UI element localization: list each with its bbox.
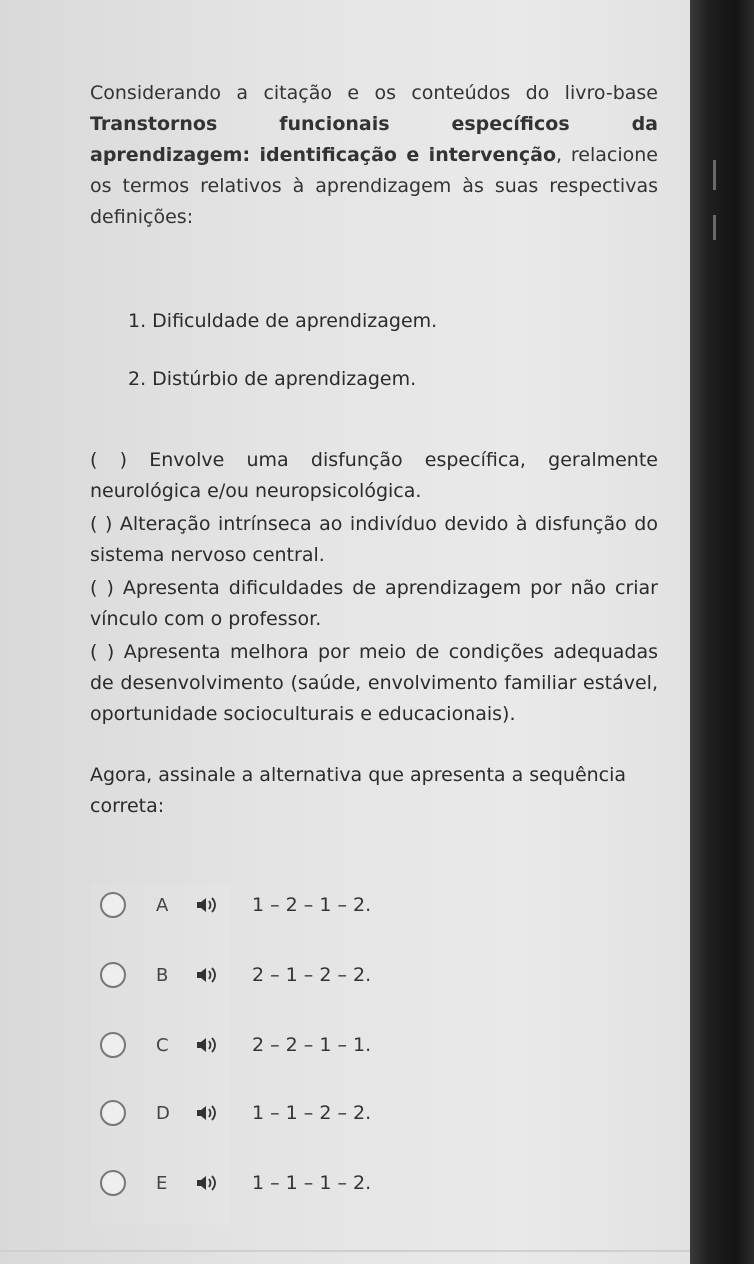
- intro-part1: Considerando a citação e os conteúdos do livro-base: [90, 82, 658, 104]
- statements-list: [90, 445, 658, 730]
- speaker-icon[interactable]: [195, 965, 219, 985]
- question-intro: [90, 78, 658, 233]
- option-d-radio[interactable]: [100, 1100, 126, 1126]
- terms-list: [90, 307, 658, 393]
- option-b-radio[interactable]: [100, 962, 126, 988]
- option-e-radio[interactable]: [100, 1170, 126, 1196]
- option-c[interactable]: [90, 1025, 610, 1065]
- answer-options: [90, 885, 610, 1225]
- option-e-letter: E: [156, 1172, 168, 1194]
- option-d[interactable]: [90, 1093, 610, 1133]
- option-a[interactable]: [90, 885, 610, 925]
- option-a-radio[interactable]: [100, 892, 126, 918]
- term-1: 1. Dificuldade de aprendizagem.: [128, 310, 438, 332]
- statement-1: ( ) Envolve uma disfunção específica, geralmente neurológica e/ou neuropsicológica.: [90, 449, 658, 502]
- statement-4: ( ) Apresenta melhora por meio de condições adequadas de desenvolvimento (saúde, envolvimento familiar estável, oportunidade socioculturais e educacionais).: [90, 641, 658, 725]
- speaker-icon[interactable]: [195, 1035, 219, 1055]
- statement-2: ( ) Alteração intrínseca ao indivíduo devido à disfunção do sistema nervoso central.: [90, 513, 658, 566]
- question-content: [90, 78, 658, 822]
- option-e-text: 1 – 1 – 1 – 2.: [252, 1172, 372, 1194]
- speaker-icon[interactable]: [195, 895, 219, 915]
- term-2: 2. Distúrbio de aprendizagem.: [128, 368, 417, 390]
- option-c-text: 2 – 2 – 1 – 1.: [252, 1034, 372, 1056]
- intro-part2: , relacione os termos relativos à aprendizagem às suas respectivas definições:: [90, 144, 658, 228]
- option-b[interactable]: [90, 955, 610, 995]
- book-title: Transtornos funcionais específicos da aprendizagem: identificação e intervenção: [90, 113, 658, 166]
- statement-3: ( ) Apresenta dificuldades de aprendizagem por não criar vínculo com o professor.: [90, 577, 658, 630]
- option-a-text: 1 – 2 – 1 – 2.: [252, 894, 372, 916]
- option-c-letter: C: [156, 1034, 169, 1056]
- monitor-bezel: [690, 0, 754, 1264]
- bezel-mark: [713, 160, 716, 190]
- divider: [0, 1250, 690, 1252]
- option-d-text: 1 – 1 – 2 – 2.: [252, 1102, 372, 1124]
- option-a-letter: A: [156, 894, 169, 916]
- speaker-icon[interactable]: [195, 1103, 219, 1123]
- option-d-letter: D: [156, 1102, 170, 1124]
- speaker-icon[interactable]: [195, 1173, 219, 1193]
- option-c-radio[interactable]: [100, 1032, 126, 1058]
- option-b-text: 2 – 1 – 2 – 2.: [252, 964, 372, 986]
- bezel-mark: [713, 215, 716, 240]
- option-b-letter: B: [156, 964, 169, 986]
- option-e[interactable]: [90, 1163, 610, 1203]
- question-prompt: Agora, assinale a alternativa que apresenta a sequência correta:: [90, 764, 627, 817]
